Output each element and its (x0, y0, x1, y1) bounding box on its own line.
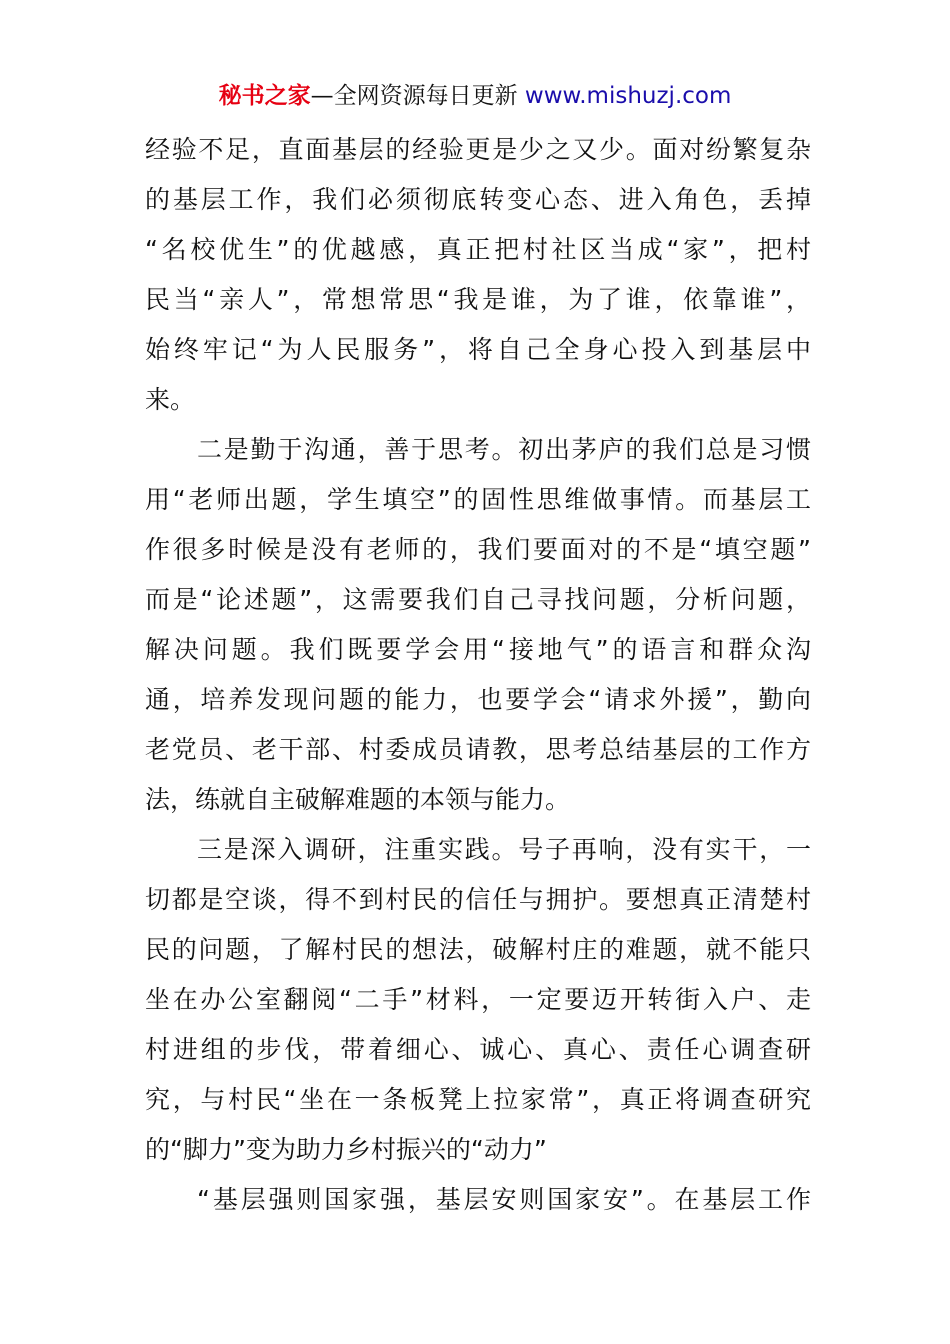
text-line: 作很多时候是没有老师的，我们要面对的不是“填空题” (145, 535, 811, 564)
text-line: 的基层工作，我们必须彻底转变心态、进入角色，丢掉 (145, 185, 811, 214)
text-line: 老党员、老干部、村委成员请教，思考总结基层的工作方 (145, 735, 811, 764)
text-line: 用“老师出题，学生填空”的固性思维做事情。而基层工 (145, 485, 811, 514)
text-line: 通，培养发现问题的能力，也要学会“请求外援”，勤向 (145, 685, 811, 714)
text-line: “名校优生”的优越感，真正把村社区当成“家”，把村 (145, 235, 811, 264)
text-line: 而是“论述题”，这需要我们自己寻找问题，分析问题， (145, 585, 811, 614)
text-line: 始终牢记“为人民服务”，将自己全身心投入到基层中 (145, 335, 811, 364)
header-tagline: —全网资源每日更新 (310, 83, 518, 109)
text-line: 来。 (145, 385, 196, 414)
text-line: 究，与村民“坐在一条板凳上拉家常”，真正将调查研究 (145, 1085, 811, 1114)
text-line: 的“脚力”变为助力乡村振兴的“动力” (145, 1135, 547, 1164)
brand-name: 秘书之家 (218, 83, 311, 109)
text-line: 解决问题。我们既要学会用“接地气”的语言和群众沟 (145, 635, 811, 664)
text-line: 村进组的步伐，带着细心、诚心、真心、责任心调查研 (145, 1035, 811, 1064)
text-line: 法，练就自主破解难题的本领与能力。 (145, 785, 571, 814)
text-line: 坐在办公室翻阅“二手”材料，一定要迈开转街入户、走 (145, 985, 811, 1014)
text-line: 三是深入调研，注重实践。号子再响，没有实干，一 (197, 835, 811, 864)
text-line: 经验不足，直面基层的经验更是少之又少。面对纷繁复杂 (145, 135, 811, 164)
text-line: 二是勤于沟通，善于思考。初出茅庐的我们总是习惯 (197, 435, 811, 464)
text-line: “基层强则国家强，基层安则国家安”。在基层工作 (197, 1185, 811, 1214)
text-line: 切都是空谈，得不到村民的信任与拥护。要想真正清楚村 (145, 885, 811, 914)
website-link[interactable]: www.mishuzj.com (524, 83, 732, 109)
page-header (0, 80, 950, 112)
document-body (145, 125, 811, 1225)
text-line: 民当“亲人”，常想常思“我是谁，为了谁，依靠谁”， (145, 285, 811, 314)
text-line: 民的问题，了解村民的想法，破解村庄的难题，就不能只 (145, 935, 811, 964)
